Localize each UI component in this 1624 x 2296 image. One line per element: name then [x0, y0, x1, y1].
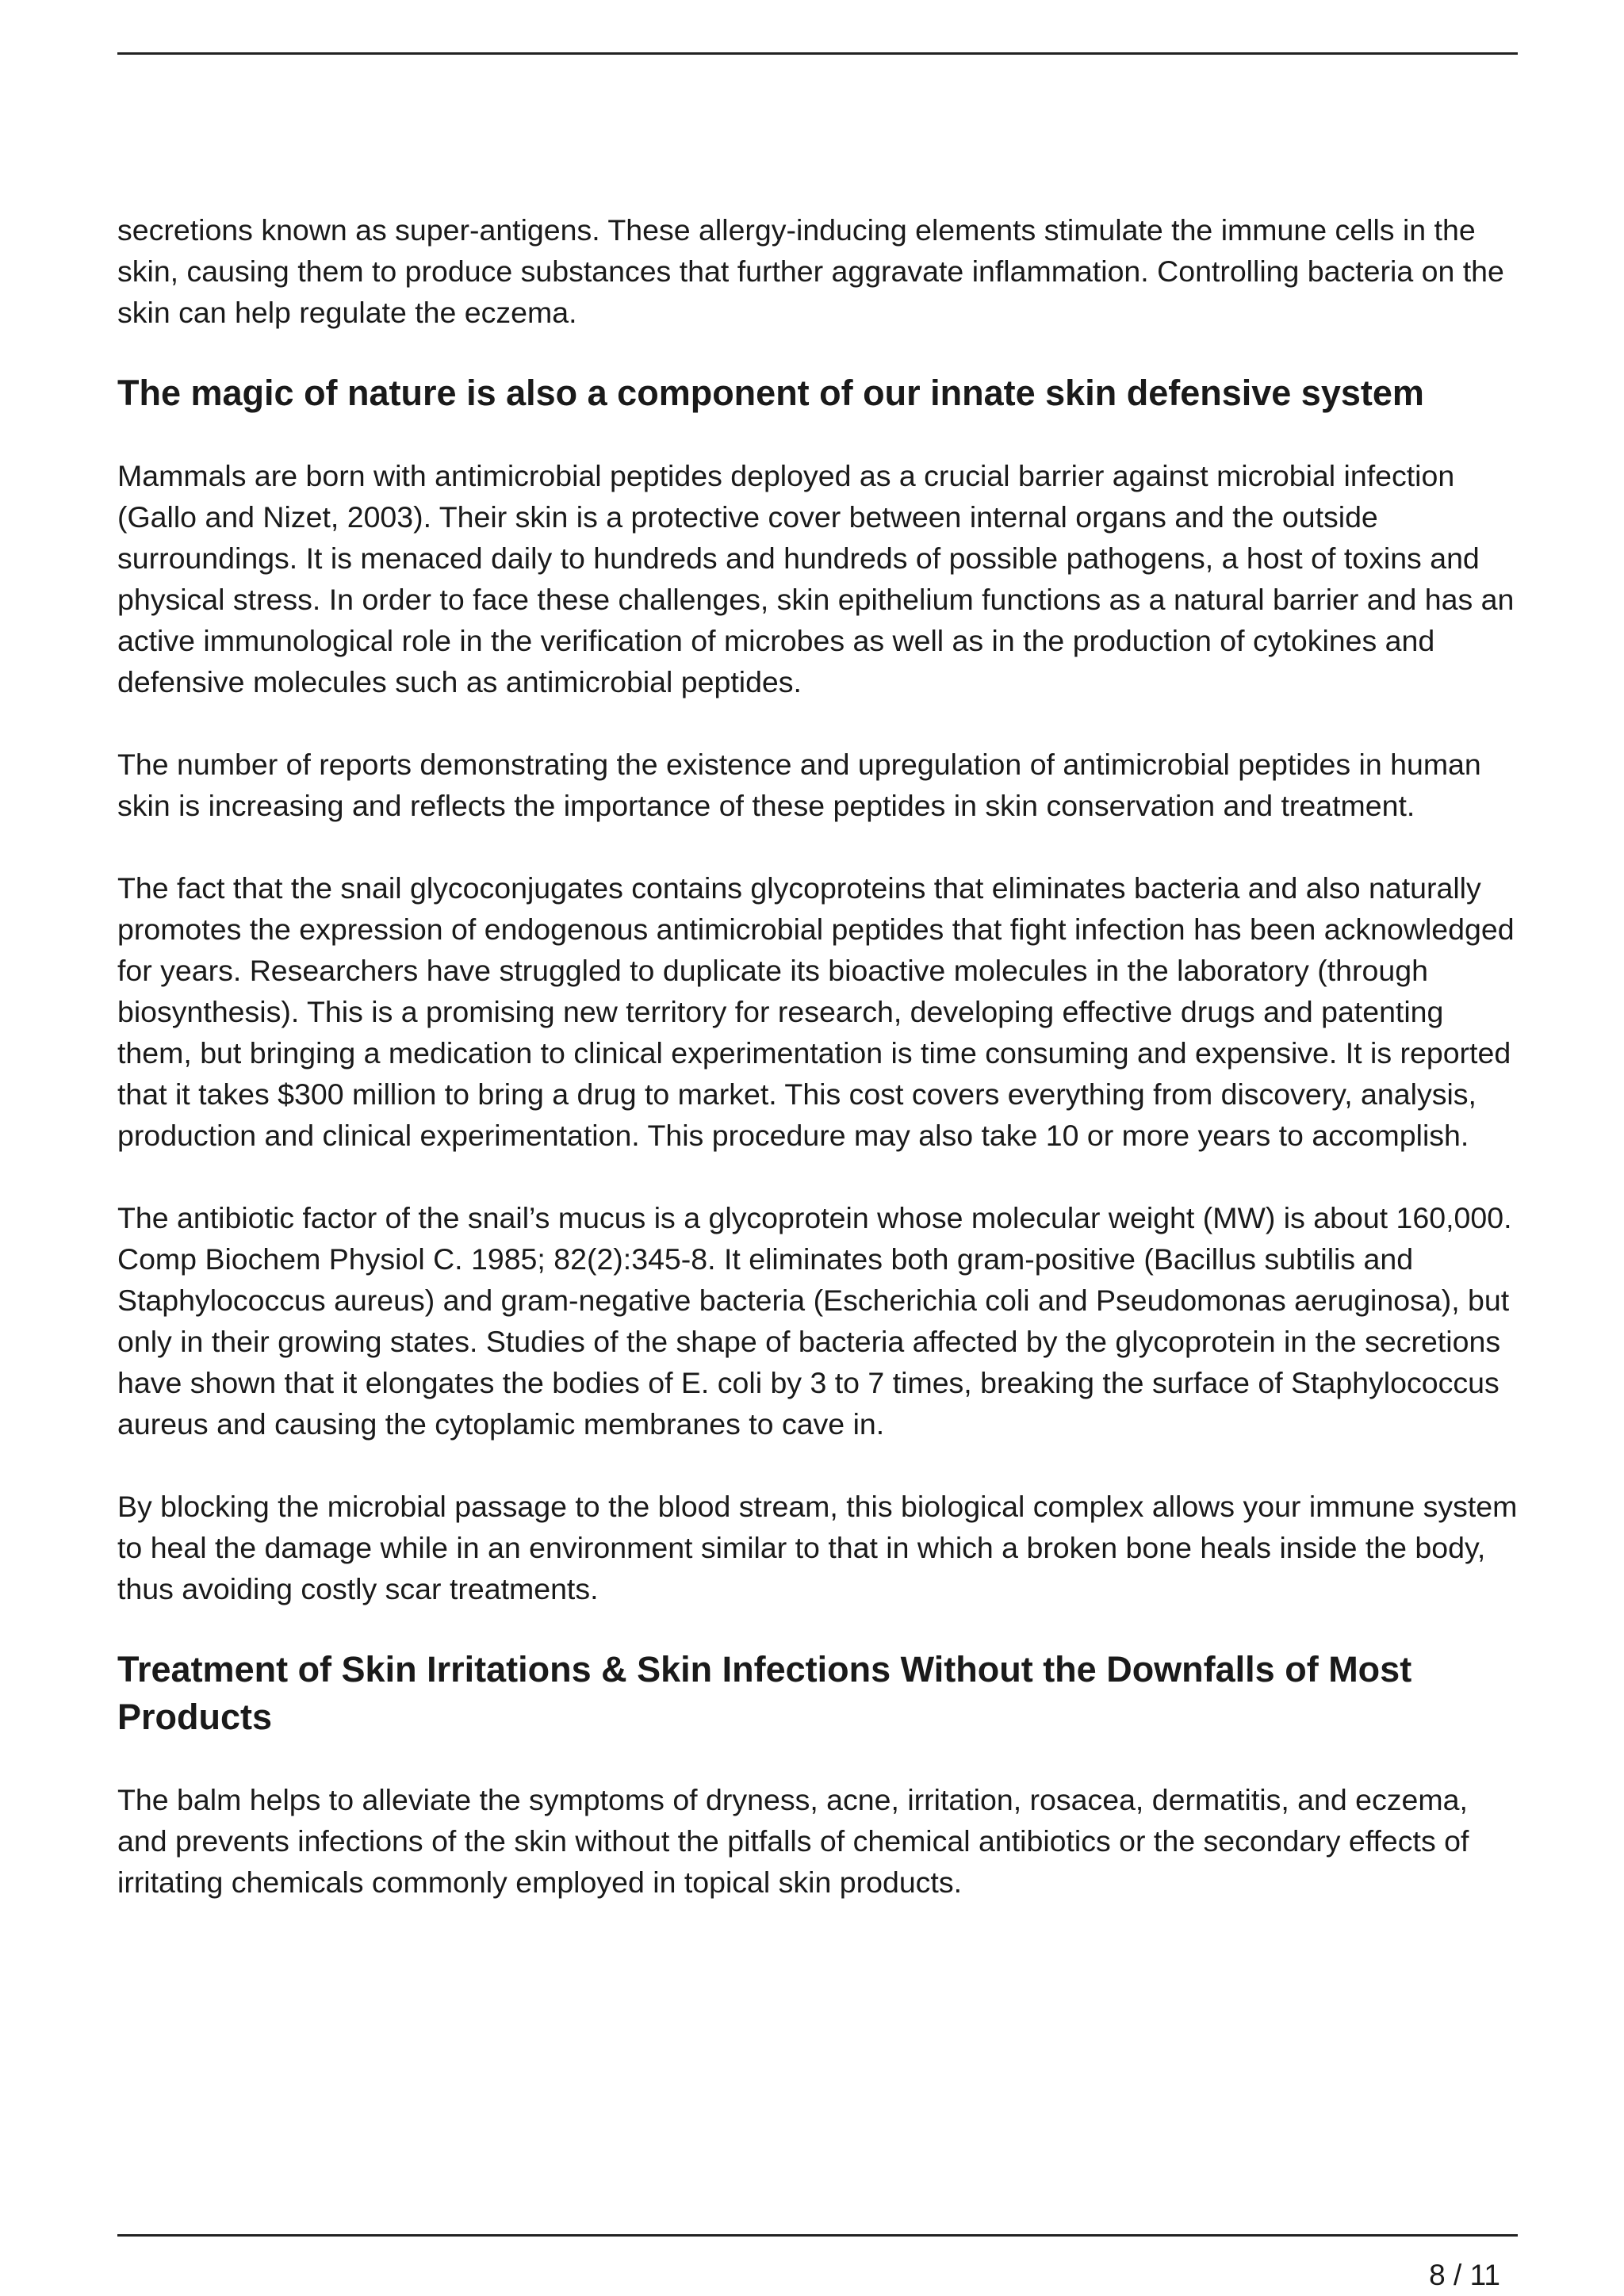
heading-magic-of-nature: The magic of nature is also a component of our innate skin defensive system — [117, 373, 1424, 413]
paragraph-super-antigens: secretions known as super-antigens. These allergy-inducing elements stimulate the immune cells in the skin, causing them to produce substances that further aggravate inflammation. Controlling bacteria on the skin can help regulate the eczema. — [117, 213, 1504, 329]
footer-rule — [117, 2234, 1518, 2237]
page-number: 8 / 11 — [1429, 2259, 1500, 2291]
paragraph-balm: The balm helps to alleviate the symptoms of dryness, acne, irritation, rosacea, dermatitis, and eczema, and prevents infections of the skin without the pitfalls of chemical antibiotics or the secondary effects of irritating chemicals commonly employed in topical skin products. — [117, 1783, 1469, 1899]
paragraph-microbial-passage: By blocking the microbial passage to the blood stream, this biological complex allows your immune system to heal the damage while in an environment similar to that in which a broken bone heals inside the body, thus avoiding costly scar treatments. — [117, 1490, 1518, 1605]
paragraph-antibiotic-factor: The antibiotic factor of the snail’s mucus is a glycoprotein whose molecular weight (MW) is about 160,000. Comp Biochem Physiol C. 1985; 82(2):345-8. It eliminates both gram-positive (Bacillus subtilis and Staphylococcus aureus) and gram-negative bacteria (Escherichia coli and Pseudomonas aeruginosa), but only in their growing states. Studies of the shape of bacteria affected by the glycoprotein in the secretions have shown that it elongates the bodies of E. coli by 3 to 7 times, breaking the surface of Staphylococcus aureus and causing the cytoplamic membranes to cave in. — [117, 1201, 1512, 1441]
header-rule — [117, 52, 1518, 55]
paragraph-glycoconjugates: The fact that the snail glycoconjugates contains glycoproteins that eliminates bacteria and also naturally promotes the expression of endogenous antimicrobial peptides that fight infection has been acknowledged for years. Researchers have struggled to duplicate its bioactive molecules in the laboratory (through biosynthesis). This is a promising new territory for research, developing effective drugs and patenting them, but bringing a medication to clinical experimentation is time consuming and expensive. It is reported that it takes $300 million to bring a drug to market. This cost covers everything from discovery, analysis, production and clinical experimentation. This procedure may also take 10 or more years to accomplish. — [117, 871, 1515, 1152]
heading-treatment: Treatment of Skin Irritations & Skin Infections Without the Downfalls of Most Products — [117, 1649, 1412, 1737]
document-body — [117, 209, 1519, 1903]
paragraph-antimicrobial-peptides: Mammals are born with antimicrobial peptides deployed as a crucial barrier against microbial infection (Gallo and Nizet, 2003). Their skin is a protective cover between internal organs and the outside surroundings. It is menaced daily to hundreds and hundreds of possible pathogens, a host of toxins and physical stress. In order to face these challenges, skin epithelium functions as a natural barrier and has an active immunological role in the verification of microbes as well as in the production of cytokines and defensive molecules such as antimicrobial peptides. — [117, 459, 1515, 698]
paragraph-reports: The number of reports demonstrating the existence and upregulation of antimicrobial peptides in human skin is increasing and reflects the importance of these peptides in skin conservation and treatment. — [117, 748, 1481, 822]
